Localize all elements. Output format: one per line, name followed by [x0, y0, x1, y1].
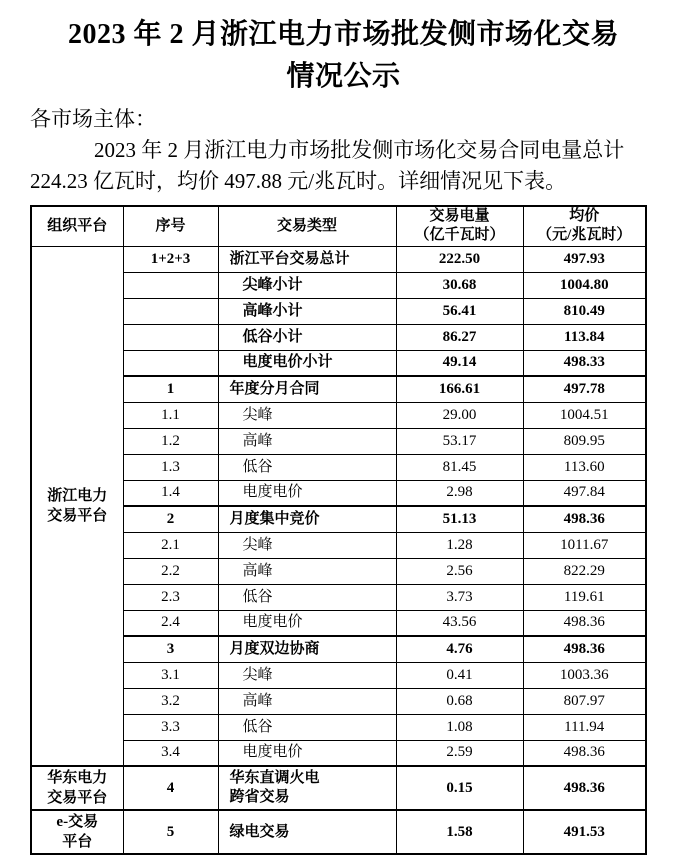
seq-cell: 1.4: [123, 480, 218, 506]
table-row: [31, 324, 646, 350]
price-cell: 1011.67: [523, 532, 646, 558]
price-cell: 498.36: [523, 740, 646, 766]
price-cell: 113.84: [523, 324, 646, 350]
table-row: [31, 350, 646, 376]
volume-cell: 2.56: [396, 558, 523, 584]
table-row: [31, 376, 646, 402]
volume-cell: 2.59: [396, 740, 523, 766]
trade-type-cell: 电度电价: [218, 610, 396, 636]
col-header-platform: 组织平台: [31, 206, 123, 246]
seq-cell: 1.3: [123, 454, 218, 480]
volume-cell: 0.41: [396, 662, 523, 688]
greeting-text: 各市场主体：: [30, 107, 156, 131]
trade-type-cell: 高峰: [218, 558, 396, 584]
table-row: [31, 402, 646, 428]
col-header-volume: [396, 206, 523, 246]
seq-cell: 5: [123, 810, 218, 854]
table-row: [31, 610, 646, 636]
platform-cell: e-交易 平台: [31, 810, 123, 854]
volume-cell: 51.13: [396, 506, 523, 532]
volume-cell: 4.76: [396, 636, 523, 662]
price-cell: 119.61: [523, 584, 646, 610]
table-row: [31, 558, 646, 584]
trade-type-cell: 月度集中竞价: [218, 506, 396, 532]
col-header-price: [523, 206, 646, 246]
price-cell: 809.95: [523, 428, 646, 454]
seq-cell: 3.2: [123, 688, 218, 714]
trade-type-cell: 年度分月合同: [218, 376, 396, 402]
table-row: [31, 272, 646, 298]
price-cell: 497.78: [523, 376, 646, 402]
price-cell: 498.33: [523, 350, 646, 376]
volume-cell: 1.28: [396, 532, 523, 558]
table-row: [31, 810, 646, 854]
table-row: [31, 766, 646, 810]
col-header-volume-unit: （亿千瓦时）: [414, 227, 505, 244]
volume-cell: 49.14: [396, 350, 523, 376]
seq-cell: 2.3: [123, 584, 218, 610]
trade-type-cell: 高峰小计: [218, 298, 396, 324]
volume-cell: 53.17: [396, 428, 523, 454]
page-title: [30, 14, 657, 98]
seq-cell: 2.1: [123, 532, 218, 558]
price-cell: 497.93: [523, 246, 646, 272]
trade-type-cell: 电度电价: [218, 480, 396, 506]
seq-cell: 3.1: [123, 662, 218, 688]
seq-cell: 4: [123, 766, 218, 810]
seq-cell: [123, 324, 218, 350]
volume-cell: 222.50: [396, 246, 523, 272]
table-row: [31, 532, 646, 558]
seq-cell: 2: [123, 506, 218, 532]
price-cell: 1004.51: [523, 402, 646, 428]
seq-cell: 3.3: [123, 714, 218, 740]
col-header-type: 交易类型: [218, 206, 396, 246]
trade-type-cell: 低谷小计: [218, 324, 396, 350]
price-cell: 498.36: [523, 636, 646, 662]
seq-cell: 1: [123, 376, 218, 402]
seq-cell: [123, 298, 218, 324]
trade-type-cell: 高峰: [218, 428, 396, 454]
volume-cell: 3.73: [396, 584, 523, 610]
table-row: [31, 688, 646, 714]
seq-cell: [123, 272, 218, 298]
price-cell: 1004.80: [523, 272, 646, 298]
volume-cell: 2.98: [396, 480, 523, 506]
col-header-seq: 序号: [123, 206, 218, 246]
volume-cell: 81.45: [396, 454, 523, 480]
intro-line-1: 2023 年 2 月浙江电力市场批发侧市场化交易合同电量总计: [94, 138, 625, 162]
volume-cell: 30.68: [396, 272, 523, 298]
volume-cell: 166.61: [396, 376, 523, 402]
title-line-2: 情况公示: [286, 61, 401, 92]
trade-type-cell: 浙江平台交易总计: [218, 246, 396, 272]
seq-cell: 2.4: [123, 610, 218, 636]
trade-type-cell: 尖峰: [218, 402, 396, 428]
table-row: [31, 636, 646, 662]
volume-cell: 29.00: [396, 402, 523, 428]
volume-cell: 1.08: [396, 714, 523, 740]
price-cell: 113.60: [523, 454, 646, 480]
intro-paragraph: [30, 135, 657, 197]
price-cell: 498.36: [523, 506, 646, 532]
price-cell: 807.97: [523, 688, 646, 714]
price-cell: 498.36: [523, 610, 646, 636]
seq-cell: 1+2+3: [123, 246, 218, 272]
trade-type-cell: 电度电价小计: [218, 350, 396, 376]
trade-type-cell: 月度双边协商: [218, 636, 396, 662]
platform-cell: 浙江电力 交易平台: [31, 246, 123, 766]
table-row: [31, 584, 646, 610]
seq-cell: 1.1: [123, 402, 218, 428]
seq-cell: 1.2: [123, 428, 218, 454]
price-cell: 822.29: [523, 558, 646, 584]
trade-type-cell: 尖峰小计: [218, 272, 396, 298]
volume-cell: 43.56: [396, 610, 523, 636]
table-row: [31, 298, 646, 324]
price-cell: 810.49: [523, 298, 646, 324]
table-row: [31, 246, 646, 272]
seq-cell: [123, 350, 218, 376]
table-row: [31, 480, 646, 506]
trade-type-cell: 低谷: [218, 454, 396, 480]
trade-type-cell: 绿电交易: [218, 810, 396, 854]
volume-cell: 86.27: [396, 324, 523, 350]
trade-type-cell: 华东直调火电 跨省交易: [218, 766, 396, 810]
table-row: [31, 454, 646, 480]
price-cell: 491.53: [523, 810, 646, 854]
col-header-volume-label: 交易电量: [429, 208, 490, 225]
trade-type-cell: 高峰: [218, 688, 396, 714]
seq-cell: 3.4: [123, 740, 218, 766]
trade-type-cell: 低谷: [218, 584, 396, 610]
volume-cell: 56.41: [396, 298, 523, 324]
col-header-price-label: 均价: [569, 208, 600, 225]
seq-cell: 3: [123, 636, 218, 662]
seq-cell: 2.2: [123, 558, 218, 584]
table-row: [31, 662, 646, 688]
volume-cell: 0.15: [396, 766, 523, 810]
intro-line-2: 224.23 亿瓦时，均价 497.88 元/兆瓦时。详细情况见下表。: [30, 169, 567, 193]
trade-type-cell: 尖峰: [218, 532, 396, 558]
price-cell: 111.94: [523, 714, 646, 740]
trade-type-cell: 低谷: [218, 714, 396, 740]
title-line-1: 2023 年 2 月浙江电力市场批发侧市场化交易: [67, 19, 619, 50]
price-cell: 1003.36: [523, 662, 646, 688]
table-row: [31, 428, 646, 454]
table-row: [31, 714, 646, 740]
table-row: [31, 740, 646, 766]
price-cell: 498.36: [523, 766, 646, 810]
trade-type-cell: 电度电价: [218, 740, 396, 766]
trade-summary-table: [30, 205, 647, 855]
table-row: [31, 506, 646, 532]
volume-cell: 0.68: [396, 688, 523, 714]
price-cell: 497.84: [523, 480, 646, 506]
volume-cell: 1.58: [396, 810, 523, 854]
table-header-row: [31, 206, 646, 246]
platform-cell: 华东电力 交易平台: [31, 766, 123, 810]
col-header-price-unit: （元/兆瓦时）: [537, 227, 632, 244]
trade-type-cell: 尖峰: [218, 662, 396, 688]
